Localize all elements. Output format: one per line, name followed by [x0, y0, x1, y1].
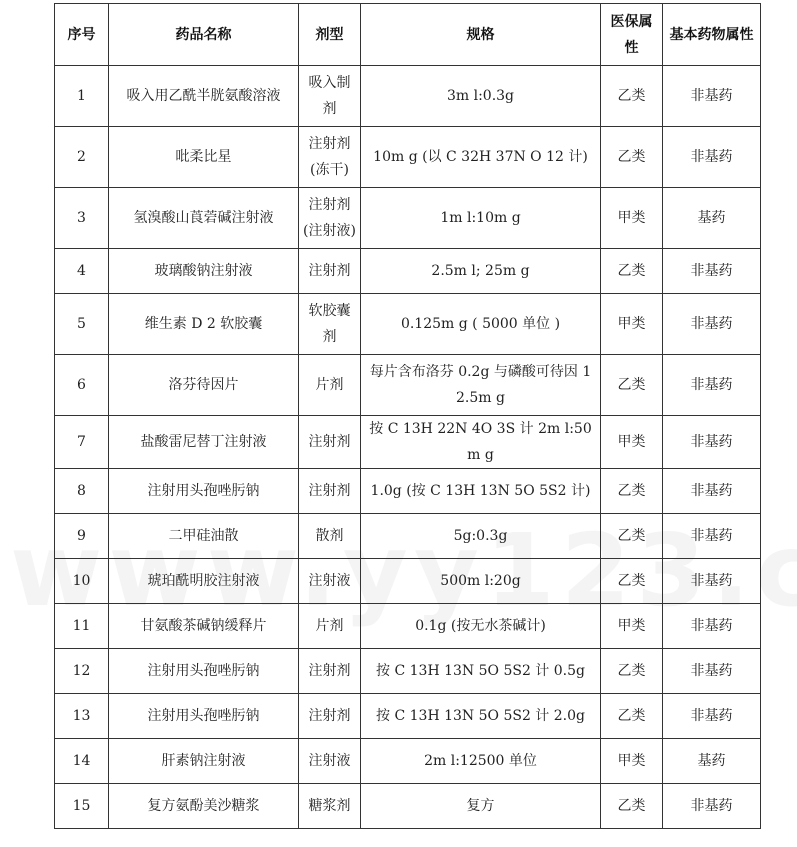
cell-insurance: 甲类: [601, 294, 663, 355]
cell-name: 二甲硅油散: [109, 514, 299, 559]
cell-no: 14: [55, 739, 109, 784]
cell-insurance: 乙类: [601, 127, 663, 188]
cell-no: 3: [55, 188, 109, 249]
table-container: [54, 3, 760, 829]
cell-form: 注射剂: [299, 649, 361, 694]
cell-no: 6: [55, 355, 109, 416]
cell-essential: 非基药: [663, 355, 761, 416]
cell-no: 12: [55, 649, 109, 694]
table-row: [55, 66, 761, 127]
cell-name: 维生素 D 2 软胶囊: [109, 294, 299, 355]
cell-spec: 2.5m l; 25m g: [361, 249, 601, 294]
cell-name: 注射用头孢唑肟钠: [109, 649, 299, 694]
cell-essential: 非基药: [663, 604, 761, 649]
cell-spec: 0.125m g ( 5000 单位 ): [361, 294, 601, 355]
table-row: [55, 249, 761, 294]
cell-spec: 2m l:12500 单位: [361, 739, 601, 784]
cell-spec: 0.1g (按无水茶碱计): [361, 604, 601, 649]
cell-spec: 按 C 13H 22N 4O 3S 计 2m l:50m g: [361, 416, 601, 469]
cell-no: 13: [55, 694, 109, 739]
header-form: 剂型: [299, 4, 361, 66]
cell-no: 9: [55, 514, 109, 559]
cell-essential: 非基药: [663, 127, 761, 188]
cell-form: 片剂: [299, 355, 361, 416]
cell-form: 注射剂: [299, 249, 361, 294]
table-row: [55, 604, 761, 649]
cell-no: 15: [55, 784, 109, 829]
cell-insurance: 甲类: [601, 416, 663, 469]
table-row: [55, 694, 761, 739]
table-row: [55, 294, 761, 355]
cell-form: 注射剂(冻干): [299, 127, 361, 188]
table-row: [55, 784, 761, 829]
table-row: [55, 469, 761, 514]
cell-form: 吸入制剂: [299, 66, 361, 127]
cell-essential: 非基药: [663, 514, 761, 559]
cell-form: 软胶囊剂: [299, 294, 361, 355]
cell-form: 片剂: [299, 604, 361, 649]
cell-essential: 基药: [663, 739, 761, 784]
cell-essential: 非基药: [663, 694, 761, 739]
cell-insurance: 乙类: [601, 514, 663, 559]
cell-form: 注射液: [299, 739, 361, 784]
cell-essential: 非基药: [663, 294, 761, 355]
cell-form: 注射剂(注射液): [299, 188, 361, 249]
table-row: [55, 739, 761, 784]
cell-spec: 1.0g (按 C 13H 13N 5O 5S2 计): [361, 469, 601, 514]
cell-insurance: 乙类: [601, 694, 663, 739]
cell-spec: 500m l:20g: [361, 559, 601, 604]
cell-spec: 3m l:0.3g: [361, 66, 601, 127]
cell-form: 注射剂: [299, 469, 361, 514]
cell-insurance: 乙类: [601, 355, 663, 416]
cell-insurance: 乙类: [601, 559, 663, 604]
cell-name: 注射用头孢唑肟钠: [109, 469, 299, 514]
cell-no: 8: [55, 469, 109, 514]
cell-no: 5: [55, 294, 109, 355]
cell-name: 吡柔比星: [109, 127, 299, 188]
cell-no: 2: [55, 127, 109, 188]
cell-insurance: 乙类: [601, 249, 663, 294]
cell-spec: 10m g (以 C 32H 37N O 12 计): [361, 127, 601, 188]
cell-essential: 非基药: [663, 66, 761, 127]
cell-essential: 非基药: [663, 649, 761, 694]
cell-name: 复方氨酚美沙糖浆: [109, 784, 299, 829]
drug-table: [54, 3, 761, 829]
header-name: 药品名称: [109, 4, 299, 66]
cell-form: 注射液: [299, 559, 361, 604]
table-row: [55, 416, 761, 469]
cell-spec: 按 C 13H 13N 5O 5S2 计 0.5g: [361, 649, 601, 694]
cell-no: 1: [55, 66, 109, 127]
cell-insurance: 乙类: [601, 469, 663, 514]
cell-name: 盐酸雷尼替丁注射液: [109, 416, 299, 469]
cell-name: 玻璃酸钠注射液: [109, 249, 299, 294]
cell-name: 注射用头孢唑肟钠: [109, 694, 299, 739]
cell-no: 11: [55, 604, 109, 649]
table-row: [55, 127, 761, 188]
cell-no: 4: [55, 249, 109, 294]
table-row: [55, 355, 761, 416]
cell-spec: 按 C 13H 13N 5O 5S2 计 2.0g: [361, 694, 601, 739]
cell-spec: 复方: [361, 784, 601, 829]
cell-insurance: 甲类: [601, 739, 663, 784]
table-row: [55, 649, 761, 694]
cell-essential: 非基药: [663, 784, 761, 829]
cell-name: 氢溴酸山莨菪碱注射液: [109, 188, 299, 249]
header-essential: 基本药物属性: [663, 4, 761, 66]
cell-essential: 非基药: [663, 559, 761, 604]
cell-spec: 1m l:10m g: [361, 188, 601, 249]
cell-form: 注射剂: [299, 416, 361, 469]
cell-form: 注射剂: [299, 694, 361, 739]
cell-name: 琥珀酰明胶注射液: [109, 559, 299, 604]
cell-essential: 非基药: [663, 469, 761, 514]
cell-name: 甘氨酸茶碱钠缓释片: [109, 604, 299, 649]
cell-insurance: 乙类: [601, 66, 663, 127]
cell-name: 洛芬待因片: [109, 355, 299, 416]
table-row: [55, 188, 761, 249]
header-row: [55, 4, 761, 66]
cell-form: 散剂: [299, 514, 361, 559]
cell-insurance: 甲类: [601, 604, 663, 649]
cell-essential: 非基药: [663, 416, 761, 469]
cell-form: 糖浆剂: [299, 784, 361, 829]
cell-essential: 非基药: [663, 249, 761, 294]
cell-no: 7: [55, 416, 109, 469]
cell-insurance: 甲类: [601, 188, 663, 249]
cell-spec: 5g:0.3g: [361, 514, 601, 559]
header-no: 序号: [55, 4, 109, 66]
cell-no: 10: [55, 559, 109, 604]
table-row: [55, 559, 761, 604]
cell-name: 肝素钠注射液: [109, 739, 299, 784]
header-spec: 规格: [361, 4, 601, 66]
header-insurance: 医保属性: [601, 4, 663, 66]
cell-insurance: 乙类: [601, 784, 663, 829]
table-row: [55, 514, 761, 559]
cell-insurance: 乙类: [601, 649, 663, 694]
cell-essential: 基药: [663, 188, 761, 249]
cell-spec: 每片含布洛芬 0.2g 与磷酸可待因 12.5m g: [361, 355, 601, 416]
cell-name: 吸入用乙酰半胱氨酸溶液: [109, 66, 299, 127]
